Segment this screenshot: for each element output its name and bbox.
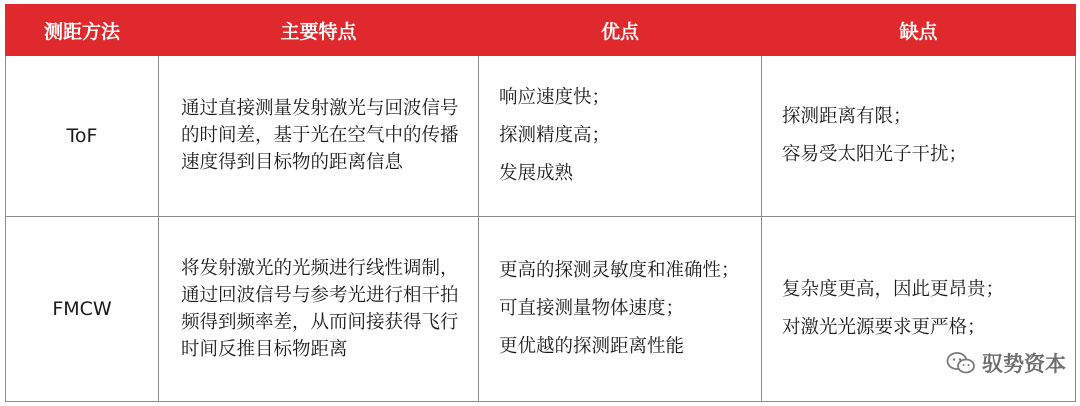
pros-item: 响应速度快； [499,86,611,108]
watermark-text: 驭势资本 [982,352,1066,376]
pros-cell [479,216,762,401]
method-cell: ToF [6,56,159,217]
header-cons: 缺点 [762,5,1076,56]
watermark [946,348,1066,378]
header-features: 主要特点 [159,5,479,56]
header-pros: 优点 [479,5,762,56]
pros-item: 可直接测量物体速度； [499,297,685,319]
pros-item: 更高的探测灵敏度和准确性； [499,259,740,281]
feature-cell: 将发射激光的光频进行线性调制，通过回波信号与参考光进行相干拍频得到频率差，从而间接获得飞行时间反推目标物距离 [159,216,479,401]
pros-item: 探测精度高； [499,124,611,146]
method-cell: FMCW [6,216,159,401]
wechat-icon [946,351,976,375]
pros-item: 发展成熟 [499,162,574,184]
feature-cell: 通过直接测量发射激光与回波信号的时间差，基于光在空气中的传播速度得到目标物的距离信息 [159,56,479,217]
header-row [6,5,1076,56]
header-method: 测距方法 [6,5,159,56]
pros-cell [479,56,762,217]
cons-item: 容易受太阳光子干扰； [782,143,968,165]
cons-item: 对激光光源要求更严格； [782,316,986,338]
pros-item: 更优越的探测距离性能 [499,335,685,357]
table-row [6,56,1076,217]
table-row [6,216,1076,401]
cons-cell [762,56,1076,217]
cons-item: 复杂度更高，因此更昂贵； [782,278,1005,300]
cons-item: 探测距离有限； [782,105,912,127]
comparison-table [5,4,1076,402]
